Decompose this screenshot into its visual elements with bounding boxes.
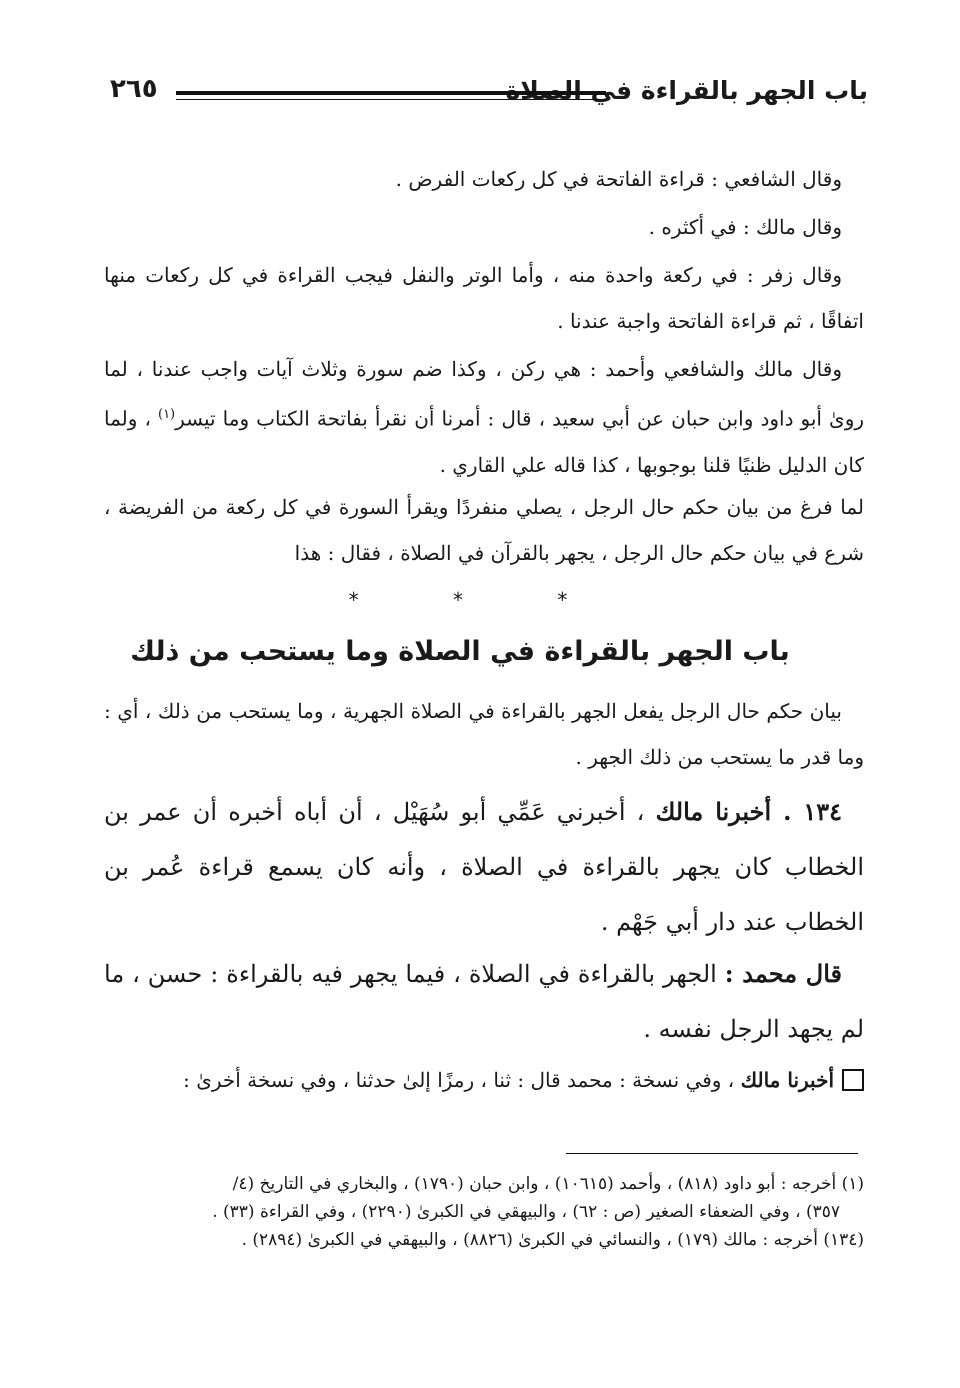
note-text: ، وفي نسخة : محمد قال : ثنا ، رمزًا إلىٰ حدثنا ، وفي نسخة أخرىٰ : — [183, 1068, 741, 1092]
running-title: باب الجهر بالقراءة في الصلاة — [505, 76, 868, 105]
commentary-paragraph-4 — [104, 346, 864, 488]
section-separator: * * * — [348, 588, 612, 612]
hadith-text: ، أخبرني عَمِّي أبو سُهَيْل ، أن أباه أخبره أن عمر بن الخطاب كان يجهر بالقراءة في الصلاة ، وأنه كان يسمع قراءة عُمر بن الخطاب عند دار أبي جَهْم . — [104, 798, 864, 936]
footnote-1: (١) أخرجه : أبو داود (٨١٨) ، وأحمد (١٠٦١٥) ، وابن حبان (١٧٩٠) ، والبخاري في التاريخ (٤/ — [232, 1174, 864, 1194]
commentary-text: وقال مالك والشافعي وأحمد : هي ركن ، وكذا ضم سورة وثلاث آيات واجب عندنا ، لما روىٰ أبو داود وابن حبان عن أبي سعيد ، قال : أمرنا أن نقرأ بفاتحة الكتاب وما تيسر — [104, 357, 865, 431]
commentary-paragraph-1: وقال الشافعي : قراءة الفاتحة في كل ركعات الفرض . — [395, 167, 842, 191]
ruling-label: قال محمد : — [724, 959, 842, 988]
chapter-intro: بيان حكم حال الرجل يفعل الجهر بالقراءة في الصلاة الجهرية ، وما يستحب من ذلك ، أي : وما قدر ما يستحب من ذلك الجهر . — [104, 699, 864, 769]
footnotes — [92, 1170, 864, 1254]
footnote-1-continued: ٣٥٧) ، وفي الضعفاء الصغير (ص : ٦٢) ، والبيهقي في الكبرىٰ (٢٢٩٠) ، وفي القراءة (٣٣) . — [212, 1202, 840, 1222]
commentary-text-end: ، ولما كان الدليل ظنيًا قلنا بوجوبها ، كذا قاله علي القاري . — [104, 406, 864, 477]
header-rule-thin — [176, 99, 606, 100]
footnote-ref: (١) — [157, 407, 176, 422]
footnote-separator — [566, 1153, 858, 1154]
ruling-paragraph — [104, 946, 864, 1057]
page-number: ٢٦٥ — [110, 74, 158, 104]
commentary-paragraph-2: وقال مالك : في أكثره . — [648, 215, 842, 239]
hadith-number-label: ١٣٤ . أخبرنا مالك — [655, 797, 842, 826]
ruling-text: الجهر بالقراءة في الصلاة ، فيما يجهر فيه بالقراءة : حسن ، ما لم يجهد الرجل نفسه . — [104, 960, 864, 1043]
chapter-title: باب الجهر بالقراءة في الصلاة وما يستحب من ذلك — [130, 636, 790, 667]
header-rule-thick — [176, 91, 606, 95]
commentary-paragraph-3: وقال زفر : في ركعة واحدة منه ، وأما الوتر والنفل فيجب القراءة في كل ركعات منها اتفاقًا ، ثم قراءة الفاتحة واجبة عندنا . — [104, 263, 864, 333]
footnote-2: (١٣٤) أخرجه : مالك (١٧٩) ، والنسائي في الكبرىٰ (٨٨٢٦) ، والبيهقي في الكبرىٰ (٢٨٩٤) . — [241, 1230, 864, 1250]
variant-note — [95, 1064, 864, 1096]
note-box-icon — [842, 1069, 864, 1091]
note-bold-label: أخبرنا مالك — [740, 1068, 834, 1092]
commentary-paragraph-5: لما فرغ من بيان حكم حال الرجل ، يصلي منفردًا ويقرأ السورة في كل ركعة من الفريضة ، شرع في بيان حكم حال الرجل ، يجهر بالقرآن في الصلاة ، فقال : هذا — [104, 495, 864, 565]
running-header — [110, 72, 868, 120]
hadith-paragraph — [104, 784, 864, 950]
